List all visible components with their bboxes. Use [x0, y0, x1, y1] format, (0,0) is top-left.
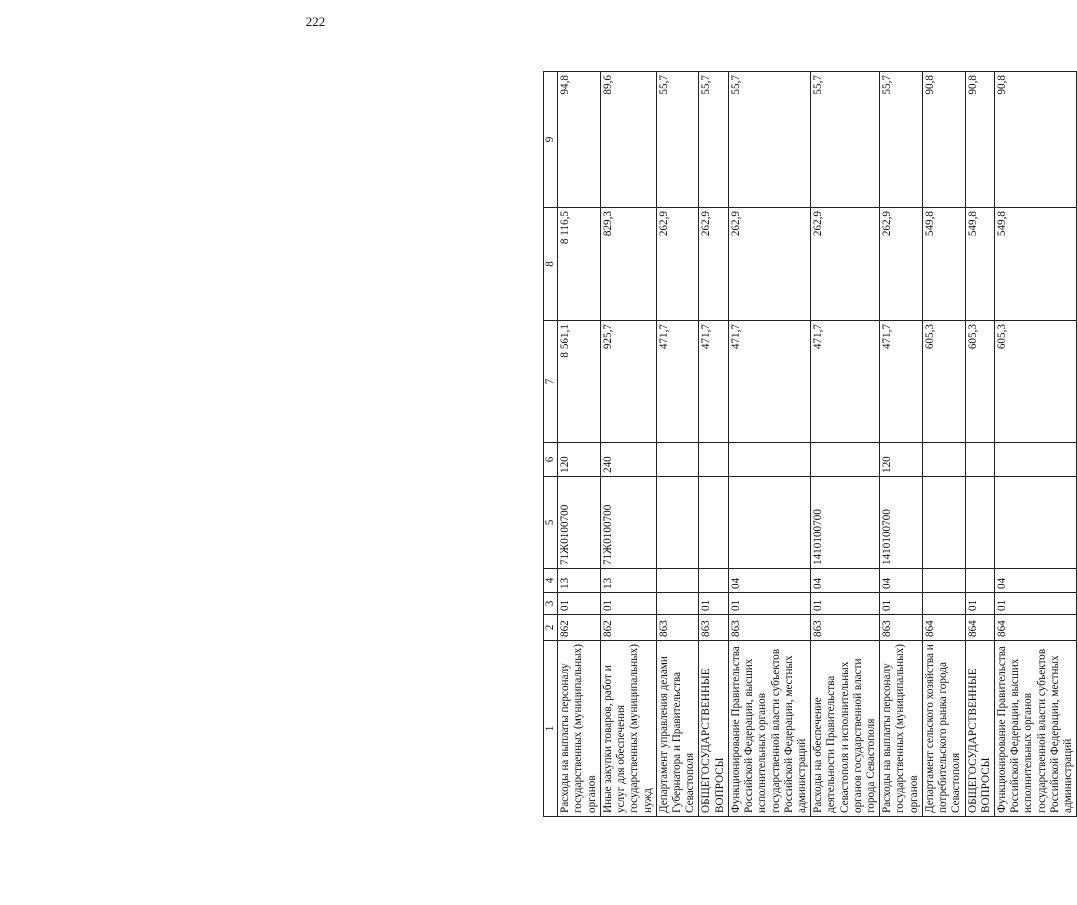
target-article-cell — [728, 477, 810, 569]
header-cell: 4 — [544, 569, 558, 593]
percent-cell: 90,8 — [965, 72, 994, 208]
executed-amount-cell: 262,9 — [699, 208, 728, 321]
percent-cell: 55,7 — [699, 72, 728, 208]
gov-code-cell: 863 — [728, 615, 810, 641]
section-cell: 01 — [728, 593, 810, 615]
expense-type-cell — [965, 443, 994, 477]
expense-type-cell — [728, 443, 810, 477]
header-cell: 7 — [544, 321, 558, 443]
subsection-cell: 13 — [600, 569, 656, 593]
table-body — [558, 72, 1077, 817]
expense-type-cell — [922, 443, 965, 477]
section-cell: 01 — [699, 593, 728, 615]
row-name-cell: Расходы на обеспечение деятельности Правительства Севастополя и исполнительных органов государственной власти города Севастополя — [811, 641, 880, 817]
header-cell: 2 — [544, 615, 558, 641]
planned-amount-cell: 605,3 — [995, 321, 1077, 443]
row-name-cell: Функционирование Правительства Российской Федерации, высших исполнительных органов государственной власти субъектов Российской Федерации, местных администраций — [995, 641, 1077, 817]
table-row — [728, 72, 810, 817]
subsection-cell — [965, 569, 994, 593]
subsection-cell — [922, 569, 965, 593]
section-cell: 01 — [995, 593, 1077, 615]
percent-cell: 90,8 — [922, 72, 965, 208]
target-article-cell: 1410100700 — [811, 477, 880, 569]
table-header-row — [544, 72, 558, 817]
planned-amount-cell: 471,7 — [811, 321, 880, 443]
percent-cell: 55,7 — [656, 72, 699, 208]
row-name-cell: Расходы на выплаты персоналу государственных (муниципальных) органов — [558, 641, 601, 817]
table-row — [995, 72, 1077, 817]
expense-type-cell — [656, 443, 699, 477]
expense-type-cell: 120 — [880, 443, 923, 477]
target-article-cell — [656, 477, 699, 569]
percent-cell: 89,6 — [600, 72, 656, 208]
gov-code-cell: 863 — [656, 615, 699, 641]
table-row — [880, 72, 923, 817]
table-row — [699, 72, 728, 817]
row-name-cell: Функционирование Правительства Российской Федерации, высших исполнительных органов государственной власти субъектов Российской Федерации, местных администраций — [728, 641, 810, 817]
expense-type-cell — [811, 443, 880, 477]
planned-amount-cell: 471,7 — [728, 321, 810, 443]
gov-code-cell: 862 — [558, 615, 601, 641]
percent-cell: 94,8 — [558, 72, 601, 208]
row-name-cell: Департамент управления делами Губернатора и Правительства Севастополя — [656, 641, 699, 817]
expense-type-cell: 120 — [558, 443, 601, 477]
row-name-cell: Департамент сельского хозяйства и потребительского рынка города Севастополя — [922, 641, 965, 817]
subsection-cell: 13 — [558, 569, 601, 593]
gov-code-cell: 864 — [922, 615, 965, 641]
gov-code-cell: 863 — [699, 615, 728, 641]
header-cell: 3 — [544, 593, 558, 615]
subsection-cell: 04 — [880, 569, 923, 593]
target-article-cell: 71Ж0100700 — [558, 477, 601, 569]
header-cell: 1 — [544, 641, 558, 817]
target-article-cell: 71Ж0100700 — [600, 477, 656, 569]
section-cell: 01 — [965, 593, 994, 615]
table-row — [811, 72, 880, 817]
row-name-cell: ОБЩЕГОСУДАРСТВЕННЫЕ ВОПРОСЫ — [965, 641, 994, 817]
section-cell: 01 — [811, 593, 880, 615]
rotated-table — [543, 72, 1075, 817]
subsection-cell: 04 — [728, 569, 810, 593]
row-name-cell: Иные закупки товаров, работ и услуг для обеспечения государственных (муниципальных) нужд — [600, 641, 656, 817]
section-cell: 01 — [558, 593, 601, 615]
header-cell: 5 — [544, 477, 558, 569]
subsection-cell — [656, 569, 699, 593]
executed-amount-cell: 549,8 — [965, 208, 994, 321]
subsection-cell: 04 — [811, 569, 880, 593]
target-article-cell — [995, 477, 1077, 569]
row-name-cell: ОБЩЕГОСУДАРСТВЕННЫЕ ВОПРОСЫ — [699, 641, 728, 817]
target-article-cell — [922, 477, 965, 569]
planned-amount-cell: 605,3 — [965, 321, 994, 443]
budget-table — [543, 71, 1077, 817]
expense-type-cell — [699, 443, 728, 477]
percent-cell: 90,8 — [995, 72, 1077, 208]
executed-amount-cell: 262,9 — [811, 208, 880, 321]
header-cell: 8 — [544, 208, 558, 321]
table-row — [922, 72, 965, 817]
gov-code-cell: 862 — [600, 615, 656, 641]
planned-amount-cell: 471,7 — [699, 321, 728, 443]
percent-cell: 55,7 — [811, 72, 880, 208]
planned-amount-cell: 471,7 — [880, 321, 923, 443]
expense-type-cell — [995, 443, 1077, 477]
section-cell — [922, 593, 965, 615]
executed-amount-cell: 262,9 — [880, 208, 923, 321]
target-article-cell: 1410100700 — [880, 477, 923, 569]
header-cell: 9 — [544, 72, 558, 208]
executed-amount-cell: 829,3 — [600, 208, 656, 321]
row-name-cell: Расходы на выплаты персоналу государственных (муниципальных) органов — [880, 641, 923, 817]
section-cell — [656, 593, 699, 615]
page-number: 222 — [305, 14, 326, 29]
expense-type-cell: 240 — [600, 443, 656, 477]
executed-amount-cell: 549,8 — [995, 208, 1077, 321]
header-cell: 6 — [544, 443, 558, 477]
target-article-cell — [699, 477, 728, 569]
table-row — [965, 72, 994, 817]
target-article-cell — [965, 477, 994, 569]
planned-amount-cell: 471,7 — [656, 321, 699, 443]
table-row — [558, 72, 601, 817]
executed-amount-cell: 549,8 — [922, 208, 965, 321]
planned-amount-cell: 925,7 — [600, 321, 656, 443]
percent-cell: 55,7 — [880, 72, 923, 208]
percent-cell: 55,7 — [728, 72, 810, 208]
planned-amount-cell: 605,3 — [922, 321, 965, 443]
executed-amount-cell: 8 116,5 — [558, 208, 601, 321]
table-row — [656, 72, 699, 817]
gov-code-cell: 863 — [880, 615, 923, 641]
subsection-cell — [699, 569, 728, 593]
gov-code-cell: 864 — [965, 615, 994, 641]
table-row — [600, 72, 656, 817]
section-cell: 01 — [880, 593, 923, 615]
executed-amount-cell: 262,9 — [728, 208, 810, 321]
executed-amount-cell: 262,9 — [656, 208, 699, 321]
subsection-cell: 04 — [995, 569, 1077, 593]
gov-code-cell: 864 — [995, 615, 1077, 641]
planned-amount-cell: 8 561,1 — [558, 321, 601, 443]
section-cell: 01 — [600, 593, 656, 615]
gov-code-cell: 863 — [811, 615, 880, 641]
